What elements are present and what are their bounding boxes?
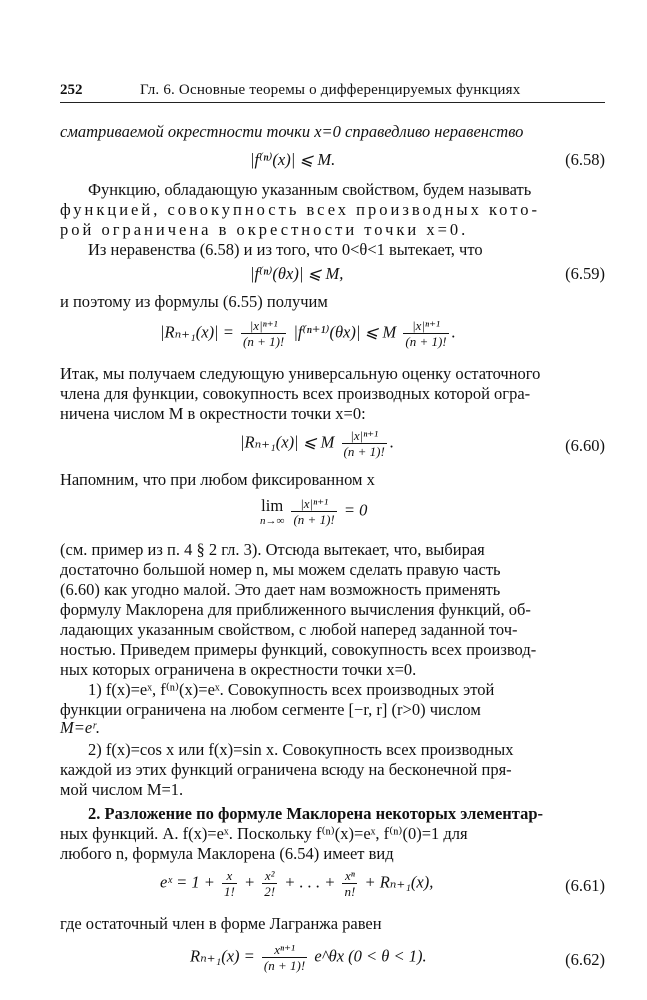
text-line: (6.60) как угодно малой. Это дает нам возможность применять — [60, 580, 501, 599]
text-line: функции ограничена на любом сегменте [−r, r] (r>0) числом — [60, 700, 481, 719]
equation-expr — [190, 942, 427, 973]
running-header — [60, 82, 605, 103]
text-line: ладающих указанным свойством, с любой наперед заданной точ- — [60, 620, 518, 639]
numerator: x² — [262, 868, 277, 884]
text-line: 1) f(x)=eˣ, f⁽ⁿ⁾(x)=eˣ. Совокупность всех производных этой — [88, 680, 495, 699]
numerator: xⁿ — [342, 868, 357, 884]
denominator: n! — [344, 884, 356, 899]
text-line: достаточно большой номер n, мы можем сделать правую часть — [60, 560, 501, 579]
text-line: функцией, совокупность всех производных кото- — [60, 200, 540, 219]
denominator: (n + 1)! — [293, 512, 335, 527]
denominator: 2! — [264, 884, 276, 899]
text-line: ных функций. А. f(x)=eˣ. Поскольку f⁽ⁿ⁾(x)=eˣ, f⁽ⁿ⁾(0)=1 для — [60, 824, 468, 843]
equation-6-62 — [60, 936, 605, 982]
text-line: где остаточный член в форме Лагранжа равен — [60, 914, 382, 933]
rhs: e^θx (0 < θ < 1). — [314, 946, 427, 966]
page-number: 252 — [60, 82, 83, 98]
text-line: мой числом M=1. — [60, 780, 184, 799]
text-line: Итак, мы получаем следующую универсальную оценку остаточного — [60, 364, 541, 383]
limit — [260, 496, 284, 527]
lhs: eˣ = 1 + — [160, 872, 215, 892]
lim-word: lim — [261, 496, 284, 515]
text-line: Из неравенства (6.58) и из того, что 0<θ<1 вытекает, что — [88, 240, 483, 259]
equation-expr — [240, 428, 394, 459]
denominator: (n + 1)! — [343, 444, 385, 459]
equation-tag: (6.61) — [565, 876, 605, 895]
end: + Rₙ₊₁(x), — [364, 872, 434, 892]
end: . — [451, 322, 456, 342]
equation-limit — [60, 490, 605, 536]
middle: + . . . + — [284, 872, 336, 892]
equation-tag: (6.60) — [565, 436, 605, 455]
text-line: формулу Маклорена для приближенного вычисления функций, об- — [60, 600, 531, 619]
chapter-title: Гл. 6. Основные теоремы о дифференцируемых функциях — [140, 82, 521, 98]
numerator: |x|ⁿ⁺¹ — [291, 496, 336, 512]
text-line: любого n, формула Маклорена (6.54) имеет вид — [60, 844, 394, 863]
fraction — [222, 868, 237, 899]
text-line: ных которых ограничена в окрестности точки x=0. — [60, 660, 417, 679]
equation-6-60 — [60, 422, 605, 468]
text-line: M=eʳ. — [60, 718, 100, 737]
equation-tag: (6.59) — [565, 264, 605, 283]
denominator: (n + 1)! — [263, 958, 306, 973]
fraction — [262, 942, 307, 973]
fraction — [291, 496, 336, 527]
text-line: ничена числом M в окрестности точки x=0: — [60, 404, 366, 423]
denominator: (n + 1)! — [405, 334, 447, 349]
denominator: 1! — [224, 884, 235, 899]
text-line: ностью. Приведем примеры функций, совокупность всех производ- — [60, 640, 537, 659]
numerator: |x|ⁿ⁺¹ — [403, 318, 448, 334]
text-line: Напомним, что при любом фиксированном x — [60, 470, 375, 489]
plus: + — [243, 872, 256, 892]
numerator: |x|ⁿ⁺¹ — [342, 428, 387, 444]
equation-remainder-estimate — [60, 312, 605, 358]
equation-6-58 — [60, 142, 605, 182]
lim-subscript: n→∞ — [260, 515, 285, 527]
fraction — [342, 868, 357, 899]
end: . — [389, 432, 394, 452]
lhs: Rₙ₊₁(x) = — [190, 946, 255, 966]
lhs: |Rₙ₊₁(x)| ⩽ M — [240, 432, 335, 452]
equation-expr: |f⁽ⁿ⁾(x)| ⩽ M. — [250, 150, 336, 169]
numerator: x — [222, 868, 237, 884]
equation-6-61 — [60, 862, 605, 908]
fraction — [241, 318, 286, 349]
denominator: (n + 1)! — [242, 334, 285, 349]
fraction — [403, 318, 448, 349]
text-line: (см. пример из п. 4 § 2 гл. 3). Отсюда вытекает, что, выбирая — [60, 540, 485, 559]
numerator: xⁿ⁺¹ — [262, 942, 307, 958]
numerator: |x|ⁿ⁺¹ — [241, 318, 286, 334]
text-line: 2) f(x)=cos x или f(x)=sin x. Совокупность всех производных — [88, 740, 514, 759]
equation-tag: (6.58) — [565, 150, 605, 169]
equation-expr — [160, 318, 456, 349]
fraction — [342, 428, 387, 459]
text-line: рой ограничена в окрестности точки x=0. — [60, 220, 469, 239]
section-heading: 2. Разложение по формуле Маклорена некоторых элементар- — [88, 804, 543, 823]
equation-tag: (6.62) — [565, 950, 605, 969]
equation-expr — [160, 868, 433, 899]
text-line: сматриваемой окрестности точки x=0 справедливо неравенство — [60, 122, 524, 141]
equation-expr: |f⁽ⁿ⁾(θx)| ⩽ M, — [250, 264, 344, 283]
equation-6-59 — [60, 256, 605, 296]
text-line: и поэтому из формулы (6.55) получим — [60, 292, 328, 311]
lhs: |Rₙ₊₁(x)| = — [160, 322, 234, 342]
text-line: каждой из этих функций ограничена всюду на бесконечной пря- — [60, 760, 512, 779]
middle: |f⁽ⁿ⁺¹⁾(θx)| ⩽ M — [293, 322, 397, 342]
text-line: члена для функции, совокупность всех производных которой огра- — [60, 384, 531, 403]
text-line: Функцию, обладающую указанным свойством, будем называть — [88, 180, 532, 199]
fraction — [262, 868, 277, 899]
equation-expr — [260, 496, 367, 527]
rhs: = 0 — [343, 500, 368, 520]
